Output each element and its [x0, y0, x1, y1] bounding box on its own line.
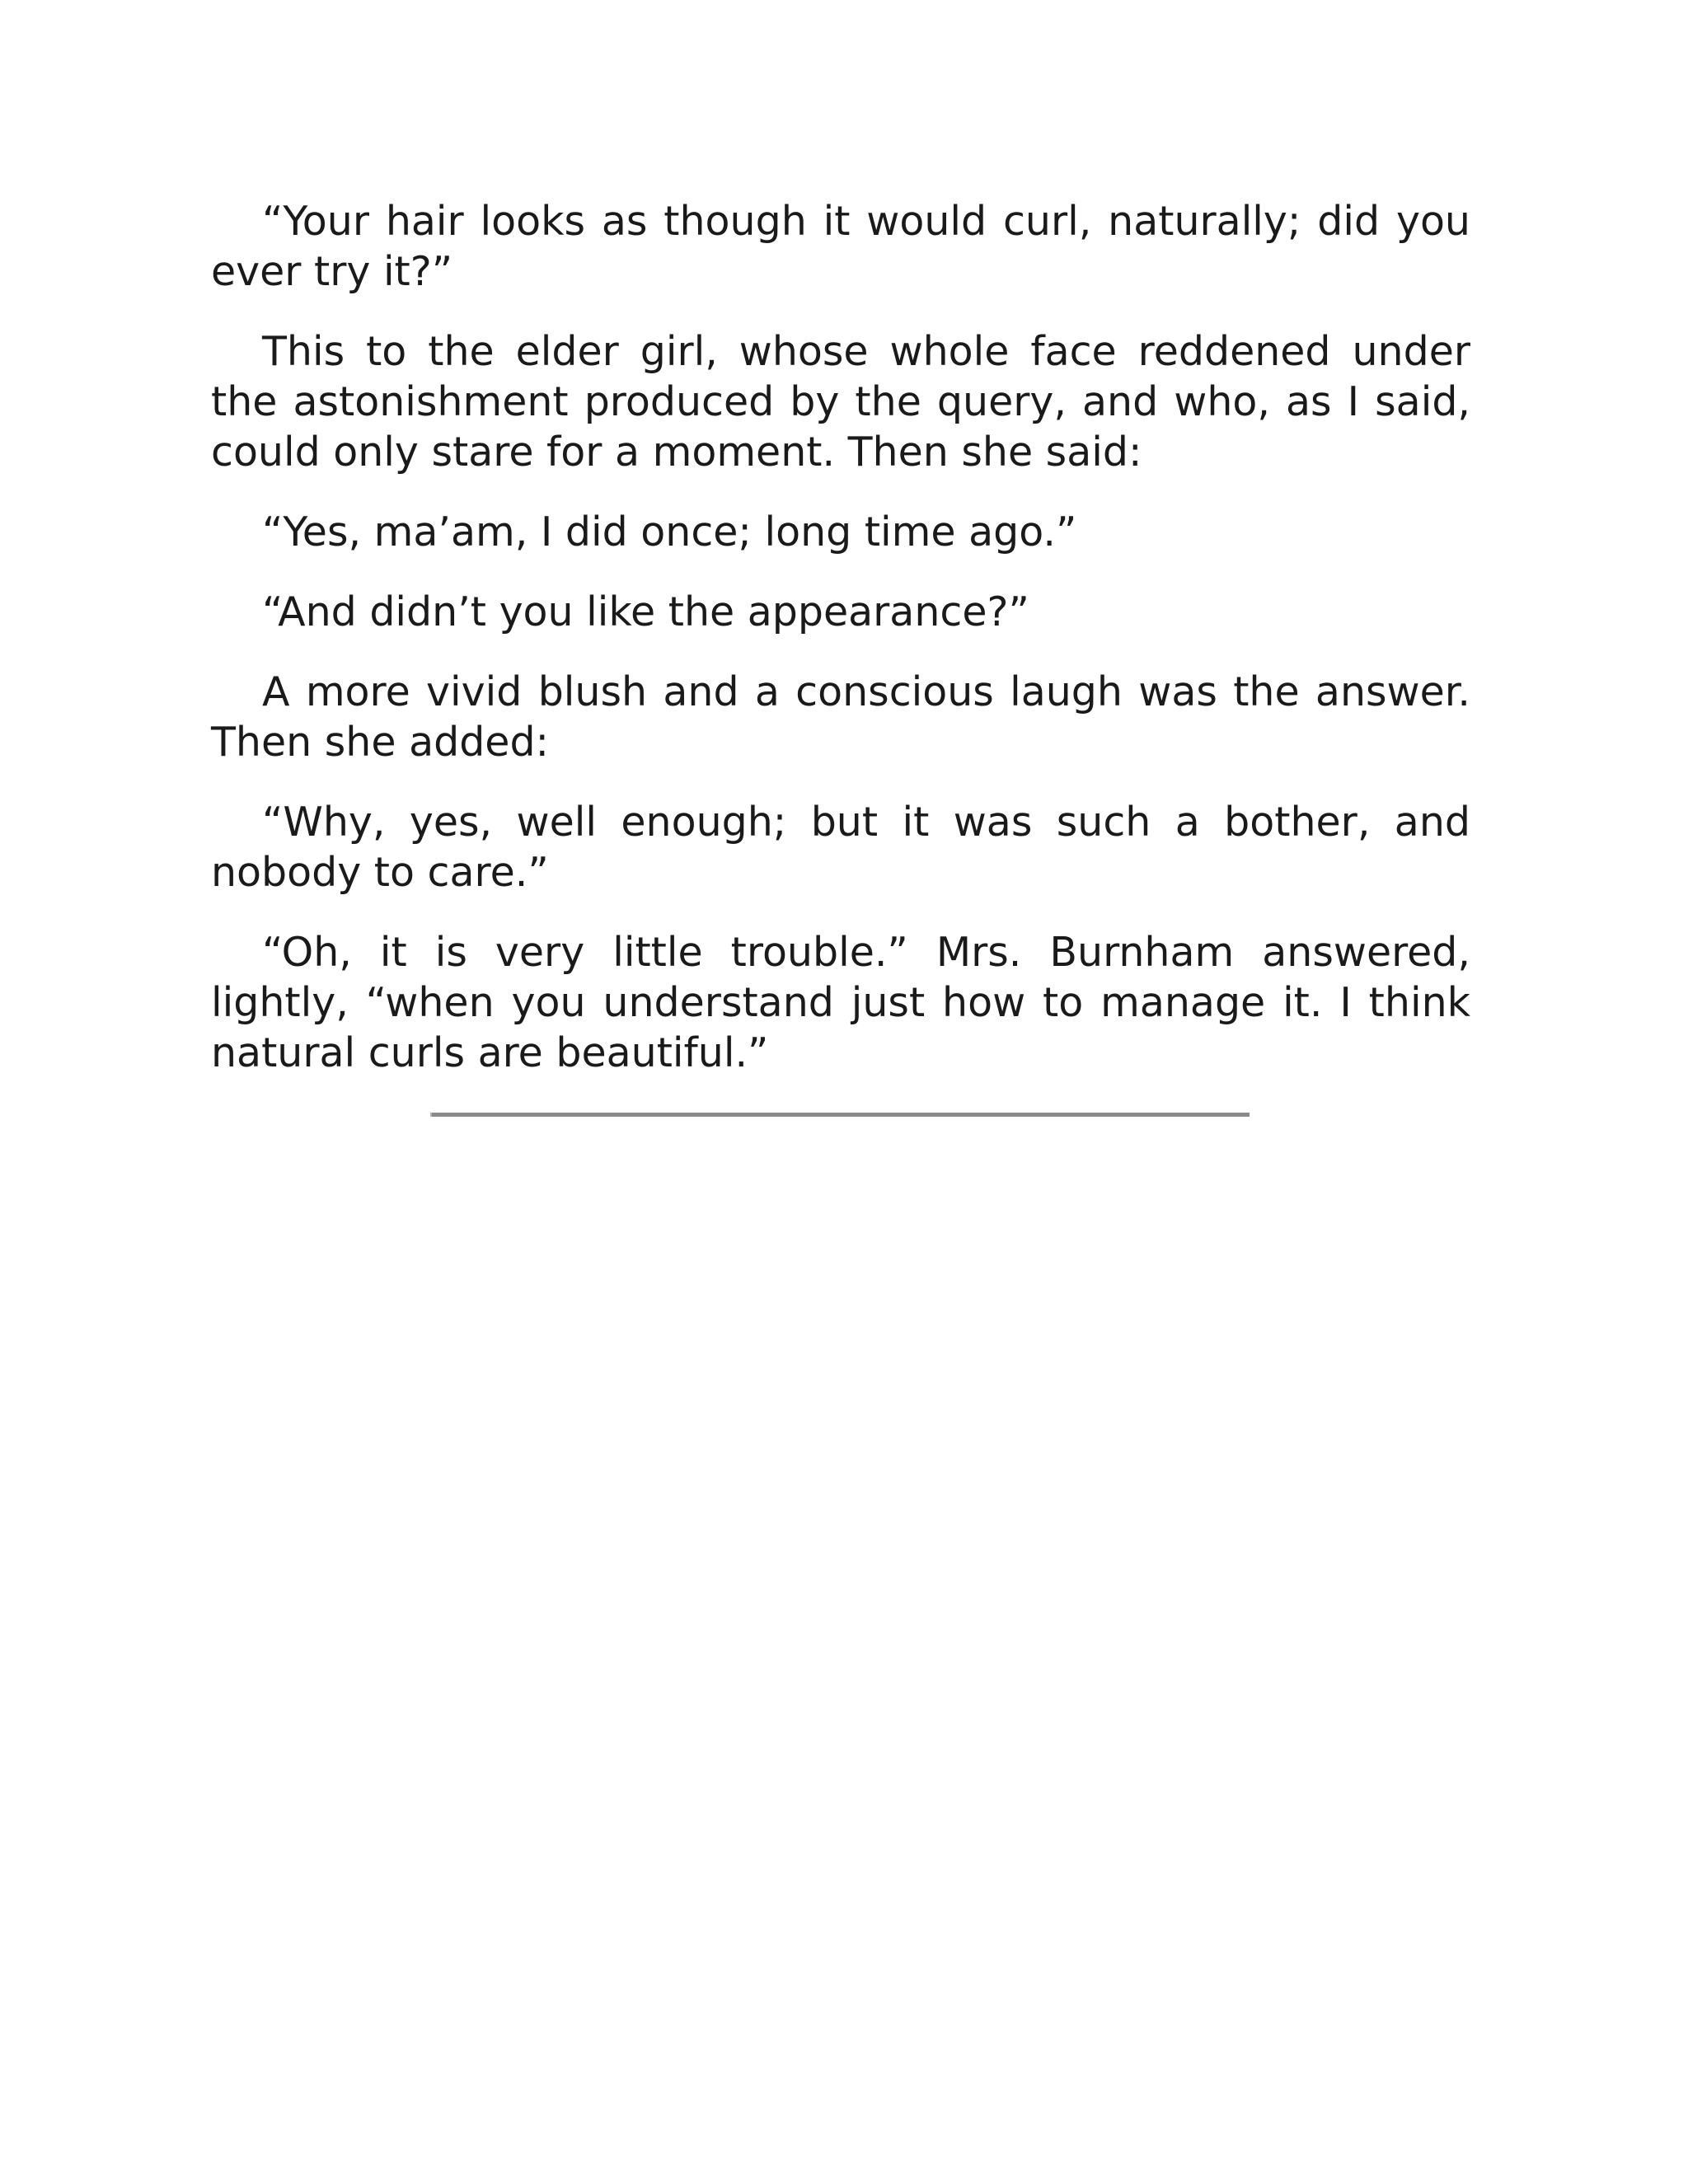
paragraph-3: “Yes, ma’am, I did once; long time ago.”	[262, 509, 1077, 555]
section-divider	[430, 1113, 1250, 1117]
paragraph-2: This to the elder girl, whose whole face reddened under the astonishment produced by the query, and who, as I said, could only stare for a moment. Then she said:	[211, 328, 1470, 476]
paragraph-1: “Your hair looks as though it would curl, naturally; did you ever try it?”	[211, 198, 1470, 295]
paragraph-4: “And didn’t you like the appearance?”	[262, 588, 1029, 635]
paragraph-6: “Why, yes, well enough; but it was such a bother, and nobody to care.”	[211, 799, 1470, 896]
paragraph-5: A more vivid blush and a conscious laugh was the answer. Then she added:	[211, 668, 1470, 766]
body-text	[211, 196, 1470, 1108]
paragraph-7: “Oh, it is very little trouble.” Mrs. Burnham answered, lightly, “when you understand just how to manage it. I think natural curls are beautiful.”	[211, 929, 1470, 1076]
